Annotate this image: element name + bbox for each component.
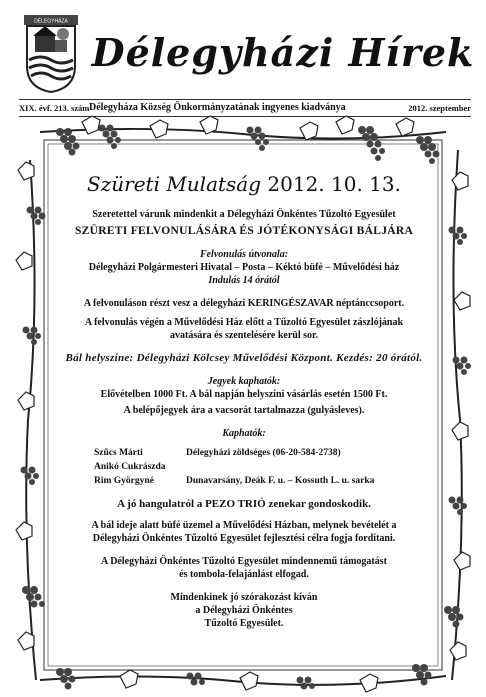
crest-label: DÉLEGYHÁZA [34, 18, 68, 25]
grape-cluster-top-left [56, 128, 80, 156]
tickets-label: Jegyek kaphatók: [207, 376, 281, 387]
seller-name: Szűcs Márti [94, 448, 143, 458]
event-title-main: Szüreti Mulatság [87, 172, 262, 196]
support-line-2: és tombola-felajánlást elfogad. [179, 569, 309, 580]
buffet-line-1: A bál ideje alatt büfé üzemel a Művelődési Házban, melynek bevételét a [91, 520, 397, 531]
seller-row [94, 446, 394, 460]
closing-line-3: Tűzoltó Egyesület. [204, 618, 284, 629]
closing-line-1: Mindenkinek jó szórakozást kíván [170, 592, 318, 603]
invitation-content [58, 170, 430, 630]
buffet-line-2: Délegyházi Önkéntes Tűzoltó Egyesület fejlesztési célra fogja fordítani. [92, 533, 396, 544]
invite-line: Szeretettel várunk mindenkit a Délegyházi Önkéntes Tűzoltó Egyesület [92, 209, 396, 220]
seller-place: Dunavarsány, Deák F. u. – Kossuth L. u. sarka [186, 476, 375, 486]
publisher-tagline: Délegyháza Község Önkormányzatának ingyenes kiadványa [89, 102, 346, 113]
ticket-price-note: A belépőjegyek ára a vacsorát tartalmazza (gulyásleves). [123, 405, 365, 416]
event-name: SZÜRETI FELVONULÁSÁRA ÉS JÓTÉKONYSÁGI BÁLJÁRA [74, 225, 414, 237]
support-line-1: A Délegyházi Önkéntes Tűzoltó Egyesület mindennemű támogatást [101, 556, 387, 567]
music-line: A jó hangulatról a PEZO TRIÓ zenekar gondoskodik. [117, 498, 371, 510]
seller-list [94, 446, 394, 488]
ball-venue: Bál helyszíne: Délegyházi Kölcsey Művelődési Központ. Kezdés: 20 órától. [65, 352, 423, 364]
flag-line-1: A felvonulás végén a Művelődési Ház előtt a Tűzoltó Egyesület zászlójának [84, 317, 404, 328]
event-title [58, 170, 430, 198]
start-time: Indulás 14 órától [208, 275, 280, 286]
seller-place: Délegyházi zöldséges (06-20-584-2738) [186, 448, 341, 458]
seller-row [94, 474, 394, 488]
event-date: 2012. 10. 13. [267, 172, 401, 196]
seller-row [94, 460, 394, 474]
closing-line-2: a Délegyházi Önkéntes [195, 605, 293, 616]
route-text: Délegyházi Polgármesteri Hivatal – Posta – Kéktó büfé – Művelődési ház [88, 262, 400, 273]
ticket-price: Elővételben 1000 Ft. A bál napján helyszíni vásárlás esetén 1500 Ft. [100, 389, 388, 400]
newsletter-title: Délegyházi Hírek [91, 30, 475, 75]
route-label: Felvonulás útvonala: [199, 249, 289, 260]
available-label: Kaphatók: [222, 428, 266, 439]
issue-date: 2012. szeptember [408, 103, 471, 113]
issue-number: XIX. évf. 213. szám [19, 103, 90, 113]
seller-place [186, 460, 394, 474]
seller-name: Anikó Cukrászda [94, 462, 166, 472]
flag-line-2: avatására és szentelésére kerül sor. [169, 330, 319, 341]
seller-name: Rim Györgyné [94, 476, 154, 486]
dance-group-line: A felvonuláson részt vesz a délegyházi KERINGÉSZAVAR néptánccsoport. [83, 298, 405, 309]
